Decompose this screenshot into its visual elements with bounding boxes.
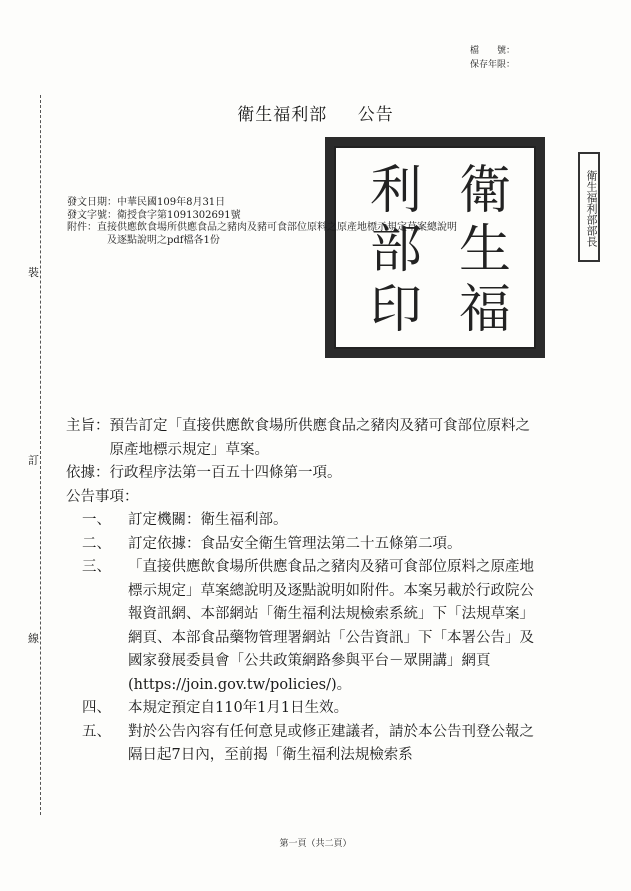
issue-date: 發文日期：中華民國109年8月31日 [67, 197, 226, 208]
minister-seal: 衛生福利部部長 [578, 152, 600, 262]
item-text: 本規定預定自110年1月1日生效。 [128, 700, 349, 716]
attachment-line-2: 及逐點說明之pdf檔各1份 [107, 234, 220, 246]
list-item [66, 556, 536, 697]
seal-frame [334, 146, 536, 349]
seal-char: 衛 [449, 161, 510, 214]
retention-period-label: 保存年限： [469, 60, 515, 70]
item-text: 對於公告內容有任何意見或修正建議者，請於本公告刊登公報之隔日起7日內，至前揭「衛生福利法規檢索系 [128, 723, 534, 763]
seal-char: 福 [449, 281, 510, 334]
list-item [66, 721, 536, 768]
binding-mark-xian: 線 [28, 628, 39, 648]
document-type: 公告 [357, 105, 394, 125]
page-number: 第一頁（共二頁） [279, 839, 352, 849]
archive-info [470, 44, 515, 72]
seal-characters [346, 158, 524, 337]
items-label: 公告事項： [66, 488, 139, 505]
attachment-line-1: 附件：直接供應飲食場所供應食品之豬肉及豬可食部位原料之原產地標示規定草案總說明 [67, 222, 457, 233]
item-text: 「直接供應飲食場所供應食品之豬肉及豬可食部位原料之原產地標示規定」草案總說明及逐點說明如附件。本案另載於行政院公報資訊網、本部網站「衛生福利法規檢索系統」下「法規草案」網頁、本部食品藥物管理署網站「公告資訊」下「本署公告」及國家發展委員會「公共政策網路參與平台－眾開講」網頁(https://join.gov.tw/policies/)。 [128, 559, 534, 693]
official-seal [325, 137, 545, 358]
seal-char: 利 [360, 161, 421, 214]
basis-label: 依據： [66, 465, 110, 481]
seal-char: 生 [449, 221, 510, 274]
item-text: 訂定依據：食品安全衛生管理法第二十五條第二項。 [128, 535, 462, 552]
item-text: 訂定機關：衛生福利部。 [128, 512, 288, 528]
basis-row [66, 462, 536, 486]
page-title [0, 100, 631, 125]
list-item [66, 533, 536, 557]
document-meta [67, 197, 457, 247]
purpose-label: 主旨： [66, 418, 110, 434]
item-number: 四、 [82, 700, 111, 716]
binding-line [40, 95, 41, 815]
binding-mark-zhuang: 裝 [28, 262, 39, 282]
agency-name: 衛生福利部 [237, 105, 328, 125]
seal-char: 部 [360, 221, 421, 274]
purpose-row [66, 415, 536, 462]
item-number: 一、 [82, 512, 111, 528]
file-number-label: 檔 號： [469, 46, 515, 56]
binding-mark-ding: 訂 [28, 450, 39, 470]
list-item [66, 509, 536, 533]
issue-number: 發文字號：衛授食字第1091302691號 [67, 209, 241, 221]
item-number: 三、 [82, 559, 111, 575]
purpose-text: 預告訂定「直接供應飲食場所供應食品之豬肉及豬可食部位原料之原產地標示規定」草案。 [109, 418, 530, 458]
list-item [66, 697, 536, 721]
basis-text: 行政程序法第一百五十四條第一項。 [109, 465, 342, 481]
seal-char: 印 [360, 281, 421, 334]
item-number: 五、 [82, 723, 111, 740]
item-number: 二、 [82, 535, 111, 552]
announcement-body [66, 415, 536, 768]
